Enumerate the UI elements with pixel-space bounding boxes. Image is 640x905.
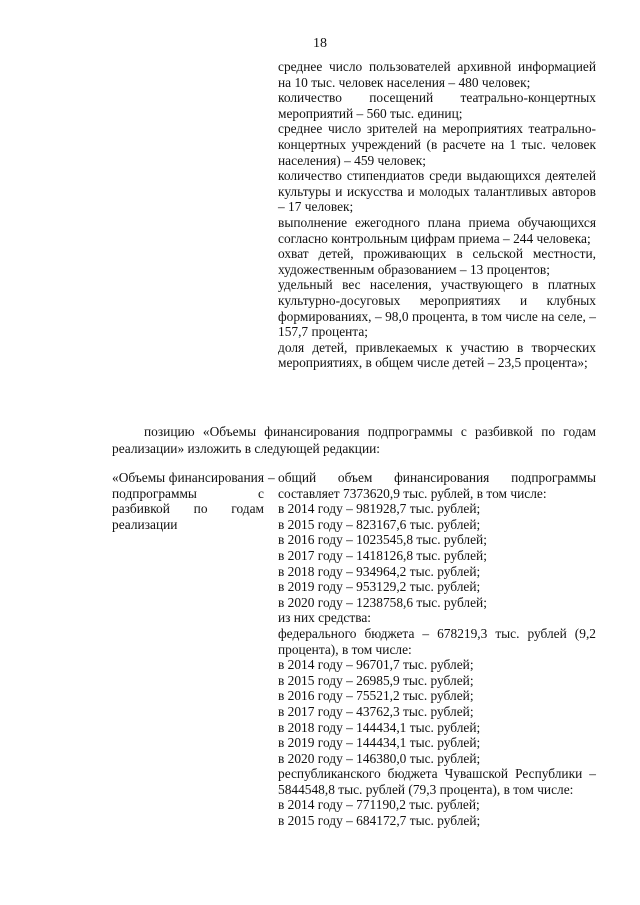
- funding-position-label: [112, 470, 275, 532]
- indicator-item: выполнение ежегодного плана приема обучающихся согласно контрольным цифрам приема – 244 человека;: [278, 214, 596, 246]
- indicator-item: количество посещений театрально-концертных мероприятий – 560 тыс. единиц;: [278, 90, 596, 121]
- funding-year-row: в 2017 году – 1418126,8 тыс. рублей;: [278, 547, 487, 563]
- funding-year-row: в 2014 году – 981928,7 тыс. рублей;: [278, 501, 481, 517]
- funding-year-row: в 2019 году – 144434,1 тыс. рублей;: [278, 735, 481, 751]
- indicator-item: количество стипендиатов среди выдающихся деятелей культуры и искусства и молодых талантливых авторов – 17 человек;: [278, 168, 596, 215]
- funding-position-label-text: «Объемы финансирования подпрограммы с разбивкой по годам реализации: [112, 470, 264, 532]
- indicator-item: среднее число пользователей архивной информацией на 10 тыс. человек населения – 480 человек;: [278, 59, 596, 90]
- indicators-list: [278, 59, 596, 371]
- funding-year-row: в 2016 году – 75521,2 тыс. рублей;: [278, 688, 474, 704]
- funding-year-row: в 2020 году – 146380,0 тыс. рублей;: [278, 750, 481, 766]
- funding-year-row: в 2014 году – 96701,7 тыс. рублей;: [278, 657, 474, 673]
- funding-year-row: в 2015 году – 823167,6 тыс. рублей;: [278, 516, 481, 532]
- republican-budget-total: республиканского бюджета Чувашской Республики – 5844548,8 тыс. рублей (79,3 процента), в том числе:: [278, 766, 596, 797]
- funding-year-row: в 2016 году – 1023545,8 тыс. рублей;: [278, 532, 487, 548]
- indicator-item: удельный вес населения, участвующего в платных культурно-досуговых мероприятиях и клубных формированиях, – 98,0 процента, в том числе на селе, – 157,7 процента;: [278, 277, 596, 340]
- funding-year-row: в 2018 году – 144434,1 тыс. рублей;: [278, 719, 481, 735]
- page-number: 18: [313, 36, 327, 51]
- funding-sources-heading: из них средства:: [278, 610, 372, 626]
- federal-budget-total: федерального бюджета – 678219,3 тыс. рублей (9,2 процента), в том числе:: [278, 625, 596, 657]
- indicator-item: доля детей, привлекаемых к участию в творческих мероприятиях, в общем числе детей – 23,5 процента»;: [278, 339, 596, 371]
- amendment-intro: [112, 423, 596, 457]
- indicator-item: охват детей, проживающих в сельской местности, художественным образованием – 13 процентов;: [278, 246, 596, 277]
- amendment-intro-text: позицию «Объемы финансирования подпрограммы с разбивкой по годам реализации» изложить в следующей редакции:: [112, 424, 596, 456]
- funding-year-row: в 2019 году – 953129,2 тыс. рублей;: [278, 579, 481, 595]
- indicator-item: среднее число зрителей на мероприятиях театрально-концертных учреждений (в расчете на 1 тыс. человек населения) – 459 человек;: [278, 121, 596, 168]
- funding-year-row: в 2020 году – 1238758,6 тыс. рублей;: [278, 594, 487, 610]
- funding-year-row: в 2015 году – 684172,7 тыс. рублей;: [278, 813, 481, 829]
- label-dash: –: [268, 470, 275, 485]
- funding-total: общий объем финансирования подпрограммы составляет 7373620,9 тыс. рублей, в том числе:: [278, 470, 596, 501]
- funding-list: [278, 470, 596, 829]
- funding-year-row: в 2017 году – 43762,3 тыс. рублей;: [278, 703, 474, 719]
- funding-year-row: в 2014 году – 771190,2 тыс. рублей;: [278, 797, 480, 813]
- funding-year-row: в 2018 году – 934964,2 тыс. рублей;: [278, 563, 481, 579]
- funding-year-row: в 2015 году – 26985,9 тыс. рублей;: [278, 672, 474, 688]
